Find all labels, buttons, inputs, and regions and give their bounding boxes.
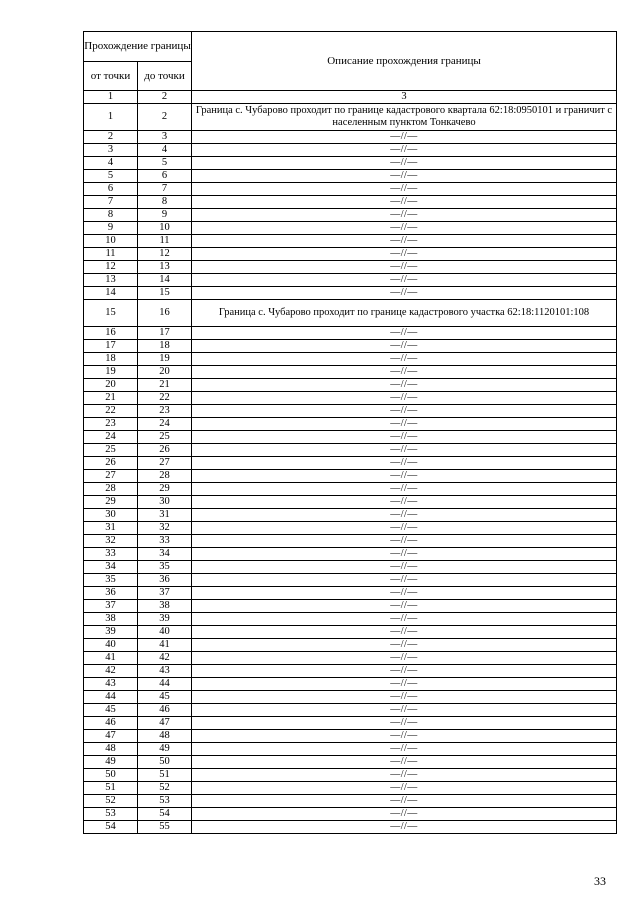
from-point-cell: 14 [84,287,138,300]
table-row [84,340,617,353]
table-row [84,821,617,834]
from-point-cell: 34 [84,561,138,574]
description-cell: —//— [192,431,617,444]
to-point-cell: 29 [138,483,192,496]
description-cell: —//— [192,274,617,287]
header-from-point: от точки [84,62,138,91]
table-row [84,743,617,756]
description-cell: —//— [192,353,617,366]
to-point-cell: 8 [138,196,192,209]
to-point-cell: 32 [138,522,192,535]
to-point-cell: 35 [138,561,192,574]
table-row [84,509,617,522]
from-point-cell: 1 [84,104,138,131]
description-cell: —//— [192,405,617,418]
from-point-cell: 32 [84,535,138,548]
description-cell: —//— [192,170,617,183]
to-point-cell: 18 [138,340,192,353]
to-point-cell: 44 [138,678,192,691]
to-point-cell: 43 [138,665,192,678]
description-cell: —//— [192,808,617,821]
to-point-cell: 9 [138,209,192,222]
table-header [84,32,617,104]
table-row [84,131,617,144]
description-cell: —//— [192,821,617,834]
to-point-cell: 27 [138,457,192,470]
description-cell: —//— [192,457,617,470]
from-point-cell: 40 [84,639,138,652]
to-point-cell: 12 [138,248,192,261]
table-row [84,274,617,287]
table-row [84,561,617,574]
table-row [84,600,617,613]
to-point-cell: 25 [138,431,192,444]
from-point-cell: 44 [84,691,138,704]
table-row [84,144,617,157]
table-row [84,235,617,248]
to-point-cell: 48 [138,730,192,743]
from-point-cell: 18 [84,353,138,366]
from-point-cell: 8 [84,209,138,222]
table-row [84,587,617,600]
from-point-cell: 13 [84,274,138,287]
description-cell: —//— [192,600,617,613]
to-point-cell: 41 [138,639,192,652]
table-row [84,717,617,730]
page-number: 33 [594,874,606,888]
description-cell: —//— [192,248,617,261]
to-point-cell: 52 [138,782,192,795]
from-point-cell: 33 [84,548,138,561]
table-row [84,300,617,327]
to-point-cell: 45 [138,691,192,704]
description-cell: —//— [192,756,617,769]
to-point-cell: 33 [138,535,192,548]
from-point-cell: 6 [84,183,138,196]
table-row [84,483,617,496]
from-point-cell: 17 [84,340,138,353]
boundary-description-sheet [83,31,616,834]
from-point-cell: 42 [84,665,138,678]
description-cell: —//— [192,444,617,457]
from-point-cell: 23 [84,418,138,431]
column-numbering-row [84,91,617,104]
table-row [84,444,617,457]
to-point-cell: 36 [138,574,192,587]
from-point-cell: 5 [84,170,138,183]
to-point-cell: 37 [138,587,192,600]
table-row [84,691,617,704]
description-cell: —//— [192,795,617,808]
from-point-cell: 45 [84,704,138,717]
table-row [84,574,617,587]
table-row [84,769,617,782]
to-point-cell: 3 [138,131,192,144]
table-row [84,222,617,235]
description-cell: —//— [192,196,617,209]
header-row-top [84,32,617,62]
to-point-cell: 2 [138,104,192,131]
description-cell: —//— [192,157,617,170]
description-cell: —//— [192,613,617,626]
table-row [84,366,617,379]
table-row [84,418,617,431]
description-cell: Граница с. Чубарово проходит по границе кадастрового участка 62:18:1120101:108 [192,300,617,327]
from-point-cell: 28 [84,483,138,496]
header-boundary-passage: Прохождение границы [84,32,192,62]
description-cell: —//— [192,769,617,782]
description-cell: —//— [192,691,617,704]
description-cell: —//— [192,665,617,678]
description-cell: —//— [192,392,617,405]
to-point-cell: 14 [138,274,192,287]
description-cell: —//— [192,561,617,574]
description-cell: —//— [192,496,617,509]
table-row [84,104,617,131]
from-point-cell: 10 [84,235,138,248]
from-point-cell: 16 [84,327,138,340]
description-cell: —//— [192,483,617,496]
description-cell: —//— [192,574,617,587]
from-point-cell: 29 [84,496,138,509]
from-point-cell: 41 [84,652,138,665]
table-row [84,196,617,209]
to-point-cell: 55 [138,821,192,834]
to-point-cell: 34 [138,548,192,561]
description-cell: —//— [192,509,617,522]
to-point-cell: 28 [138,470,192,483]
table-row [84,665,617,678]
column-number-3: 3 [192,91,617,104]
description-cell: —//— [192,652,617,665]
description-cell: —//— [192,730,617,743]
to-point-cell: 13 [138,261,192,274]
from-point-cell: 19 [84,366,138,379]
to-point-cell: 24 [138,418,192,431]
header-to-point: до точки [138,62,192,91]
from-point-cell: 43 [84,678,138,691]
description-cell: Граница с. Чубарово проходит по границе кадастрового квартала 62:18:0950101 и граничит с населенным пунктом Тонкачево [192,104,617,131]
to-point-cell: 22 [138,392,192,405]
to-point-cell: 39 [138,613,192,626]
table-body [84,104,617,834]
table-row [84,287,617,300]
to-point-cell: 15 [138,287,192,300]
description-cell: —//— [192,183,617,196]
table-row [84,327,617,340]
description-cell: —//— [192,587,617,600]
to-point-cell: 40 [138,626,192,639]
from-point-cell: 38 [84,613,138,626]
description-cell: —//— [192,522,617,535]
table-row [84,261,617,274]
table-row [84,379,617,392]
description-cell: —//— [192,287,617,300]
from-point-cell: 12 [84,261,138,274]
from-point-cell: 7 [84,196,138,209]
table-row [84,678,617,691]
description-cell: —//— [192,639,617,652]
to-point-cell: 54 [138,808,192,821]
table-row [84,157,617,170]
from-point-cell: 4 [84,157,138,170]
description-cell: —//— [192,418,617,431]
description-cell: —//— [192,327,617,340]
to-point-cell: 19 [138,353,192,366]
to-point-cell: 31 [138,509,192,522]
to-point-cell: 50 [138,756,192,769]
from-point-cell: 27 [84,470,138,483]
from-point-cell: 30 [84,509,138,522]
to-point-cell: 6 [138,170,192,183]
description-cell: —//— [192,261,617,274]
from-point-cell: 25 [84,444,138,457]
from-point-cell: 31 [84,522,138,535]
table-row [84,782,617,795]
table-row [84,522,617,535]
table-row [84,170,617,183]
description-cell: —//— [192,626,617,639]
to-point-cell: 16 [138,300,192,327]
table-row [84,248,617,261]
to-point-cell: 38 [138,600,192,613]
description-cell: —//— [192,470,617,483]
to-point-cell: 30 [138,496,192,509]
from-point-cell: 15 [84,300,138,327]
to-point-cell: 49 [138,743,192,756]
from-point-cell: 48 [84,743,138,756]
description-cell: —//— [192,131,617,144]
description-cell: —//— [192,743,617,756]
to-point-cell: 5 [138,157,192,170]
description-cell: —//— [192,366,617,379]
from-point-cell: 47 [84,730,138,743]
column-number-1: 1 [84,91,138,104]
from-point-cell: 51 [84,782,138,795]
from-point-cell: 22 [84,405,138,418]
table-row [84,652,617,665]
from-point-cell: 3 [84,144,138,157]
table-row [84,639,617,652]
from-point-cell: 26 [84,457,138,470]
table-row [84,535,617,548]
from-point-cell: 39 [84,626,138,639]
description-cell: —//— [192,235,617,248]
to-point-cell: 42 [138,652,192,665]
table-row [84,730,617,743]
to-point-cell: 11 [138,235,192,248]
table-row [84,209,617,222]
from-point-cell: 36 [84,587,138,600]
description-cell: —//— [192,704,617,717]
from-point-cell: 50 [84,769,138,782]
to-point-cell: 51 [138,769,192,782]
to-point-cell: 4 [138,144,192,157]
description-cell: —//— [192,548,617,561]
description-cell: —//— [192,144,617,157]
to-point-cell: 7 [138,183,192,196]
from-point-cell: 20 [84,379,138,392]
description-cell: —//— [192,209,617,222]
to-point-cell: 23 [138,405,192,418]
table-row [84,183,617,196]
boundary-table [83,31,617,834]
to-point-cell: 21 [138,379,192,392]
to-point-cell: 17 [138,327,192,340]
from-point-cell: 9 [84,222,138,235]
from-point-cell: 54 [84,821,138,834]
table-row [84,613,617,626]
from-point-cell: 49 [84,756,138,769]
to-point-cell: 46 [138,704,192,717]
description-cell: —//— [192,678,617,691]
to-point-cell: 10 [138,222,192,235]
description-cell: —//— [192,222,617,235]
to-point-cell: 53 [138,795,192,808]
table-row [84,704,617,717]
from-point-cell: 46 [84,717,138,730]
from-point-cell: 24 [84,431,138,444]
from-point-cell: 37 [84,600,138,613]
from-point-cell: 2 [84,131,138,144]
header-description: Описание прохождения границы [192,32,617,91]
from-point-cell: 52 [84,795,138,808]
description-cell: —//— [192,535,617,548]
table-row [84,626,617,639]
table-row [84,808,617,821]
table-row [84,470,617,483]
from-point-cell: 11 [84,248,138,261]
table-row [84,431,617,444]
table-row [84,405,617,418]
table-row [84,548,617,561]
table-row [84,353,617,366]
table-row [84,795,617,808]
description-cell: —//— [192,379,617,392]
to-point-cell: 26 [138,444,192,457]
from-point-cell: 35 [84,574,138,587]
column-number-2: 2 [138,91,192,104]
table-row [84,756,617,769]
table-row [84,496,617,509]
table-row [84,457,617,470]
description-cell: —//— [192,340,617,353]
table-row [84,392,617,405]
from-point-cell: 53 [84,808,138,821]
to-point-cell: 47 [138,717,192,730]
description-cell: —//— [192,782,617,795]
from-point-cell: 21 [84,392,138,405]
to-point-cell: 20 [138,366,192,379]
description-cell: —//— [192,717,617,730]
